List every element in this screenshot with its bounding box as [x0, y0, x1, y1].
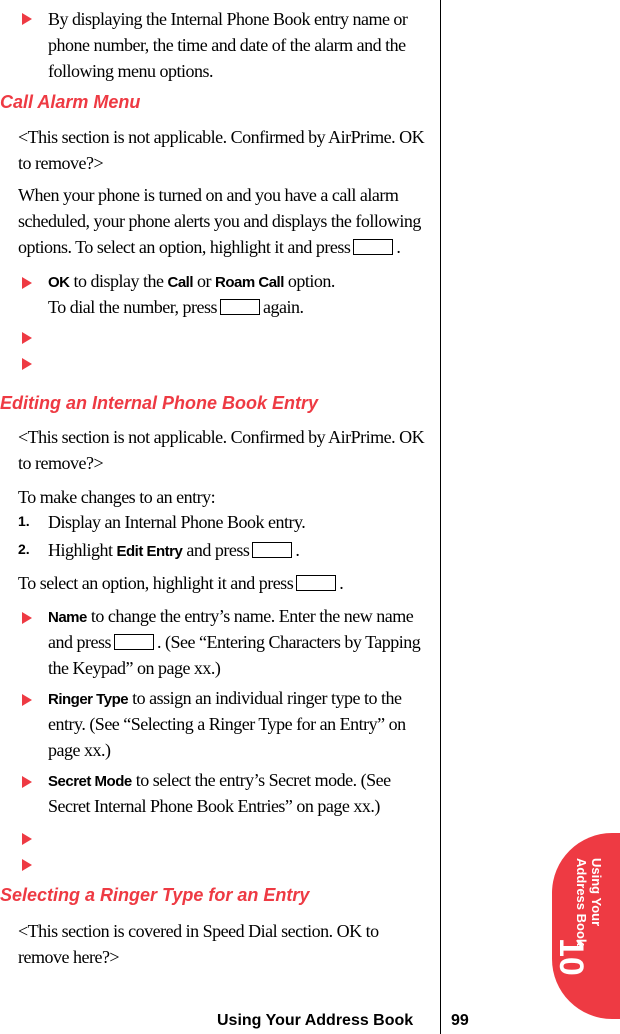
ok-label: OK [48, 274, 70, 291]
ringer-type-label: Ringer Type [48, 691, 129, 708]
ok-text-2: option. [287, 271, 335, 291]
call-alarm-para-2: scheduled, your phone alerts you and displays the following [18, 211, 421, 231]
step-1-text: Display an Internal Phone Book entry. [48, 512, 306, 532]
step-1-number: 1. [18, 513, 30, 529]
bullet-icon [22, 612, 32, 624]
secret-mode-label: Secret Mode [48, 773, 132, 790]
step-2-number: 2. [18, 541, 30, 557]
name-bullet-1 [48, 603, 413, 631]
call-alarm-para-3 [18, 234, 400, 260]
select-text: To select an option, highlight it and press [18, 573, 294, 593]
empty-bullet-icon [22, 833, 32, 845]
edit-entry-label: Edit Entry [116, 543, 183, 560]
name-bullet-2 [48, 629, 420, 655]
key-icon [114, 634, 154, 650]
chapter-tab-label [574, 858, 604, 946]
step-2 [48, 537, 299, 565]
again-text: again. [262, 297, 304, 317]
step-2-post: and press [186, 540, 250, 560]
intro-line-2: phone number, the time and date of the alarm and the [48, 35, 406, 55]
bullet-ok-line-2 [48, 294, 303, 320]
empty-bullet-icon [22, 859, 32, 871]
bullet-icon [22, 694, 32, 706]
ringer-bullet-1 [48, 685, 402, 713]
secret-bullet-1 [48, 767, 391, 795]
call-alarm-para-1: When your phone is turned on and you have a call alarm [18, 185, 399, 205]
footer-title: Using Your Address Book [217, 1012, 414, 1029]
secret-bullet-2: Secret Internal Phone Book Entries” on page xx.) [48, 796, 380, 816]
ok-text-1: to display the [73, 271, 164, 291]
ringer-bullet-3: page xx.) [48, 740, 111, 760]
editing-note-2: to remove?> [18, 453, 104, 473]
roam-call-label: Roam Call [215, 274, 284, 291]
dial-text: To dial the number, press [48, 297, 217, 317]
editing-heading: Editing an Internal Phone Book Entry [0, 393, 319, 413]
name-text-2-post: . (See “Entering Characters by Tapping [156, 632, 421, 652]
bullet-ok [48, 268, 335, 296]
editing-note-1: <This section is not applicable. Confirmed by AirPrime. OK [18, 427, 425, 447]
ringer-text-1: to assign an individual ringer type to the [132, 688, 402, 708]
selecting-note-2: remove here?> [18, 947, 120, 967]
period: . [339, 573, 344, 593]
call-alarm-note-2: to remove?> [18, 153, 104, 173]
empty-bullet-icon [22, 358, 32, 370]
chapter-tab-line-1: Using Your [589, 858, 604, 927]
key-icon [353, 239, 393, 255]
or-text: or [197, 271, 212, 291]
secret-text-1: to select the entry’s Secret mode. (See [135, 770, 391, 790]
name-bullet-3: the Keypad” on page xx.) [48, 658, 221, 678]
page-number: 99 [451, 1012, 469, 1029]
chapter-number: 10 [552, 938, 590, 976]
name-label: Name [48, 609, 87, 626]
call-alarm-heading: Call Alarm Menu [0, 92, 141, 112]
editing-intro: To make changes to an entry: [18, 487, 216, 507]
intro-line-1: By displaying the Internal Phone Book entry name or [48, 9, 408, 29]
name-text-1: to change the entry’s name. Enter the new name [90, 606, 414, 626]
step-2-pre: Highlight [48, 540, 113, 560]
key-icon [252, 542, 292, 558]
call-alarm-note-1: <This section is not applicable. Confirmed by AirPrime. OK [18, 127, 425, 147]
selecting-note-1: <This section is covered in Speed Dial section. OK to [18, 921, 379, 941]
bullet-icon [22, 776, 32, 788]
bullet-icon [22, 277, 32, 289]
empty-bullet-icon [22, 332, 32, 344]
chapter-tab-line-2: Address Book [574, 858, 589, 947]
period: . [396, 237, 401, 257]
key-icon [296, 575, 336, 591]
period: . [295, 540, 300, 560]
key-icon [220, 299, 260, 315]
select-option-text [18, 570, 343, 596]
call-label: Call [167, 274, 194, 291]
call-alarm-para-3-text: options. To select an option, highlight it and press [18, 237, 351, 257]
bullet-icon [22, 13, 32, 25]
ringer-bullet-2: entry. (See “Selecting a Ringer Type for an Entry” on [48, 714, 406, 734]
selecting-heading: Selecting a Ringer Type for an Entry [0, 885, 310, 905]
column-rule [440, 0, 441, 1034]
intro-line-3: following menu options. [48, 61, 213, 81]
name-text-2-pre: and press [48, 632, 111, 652]
